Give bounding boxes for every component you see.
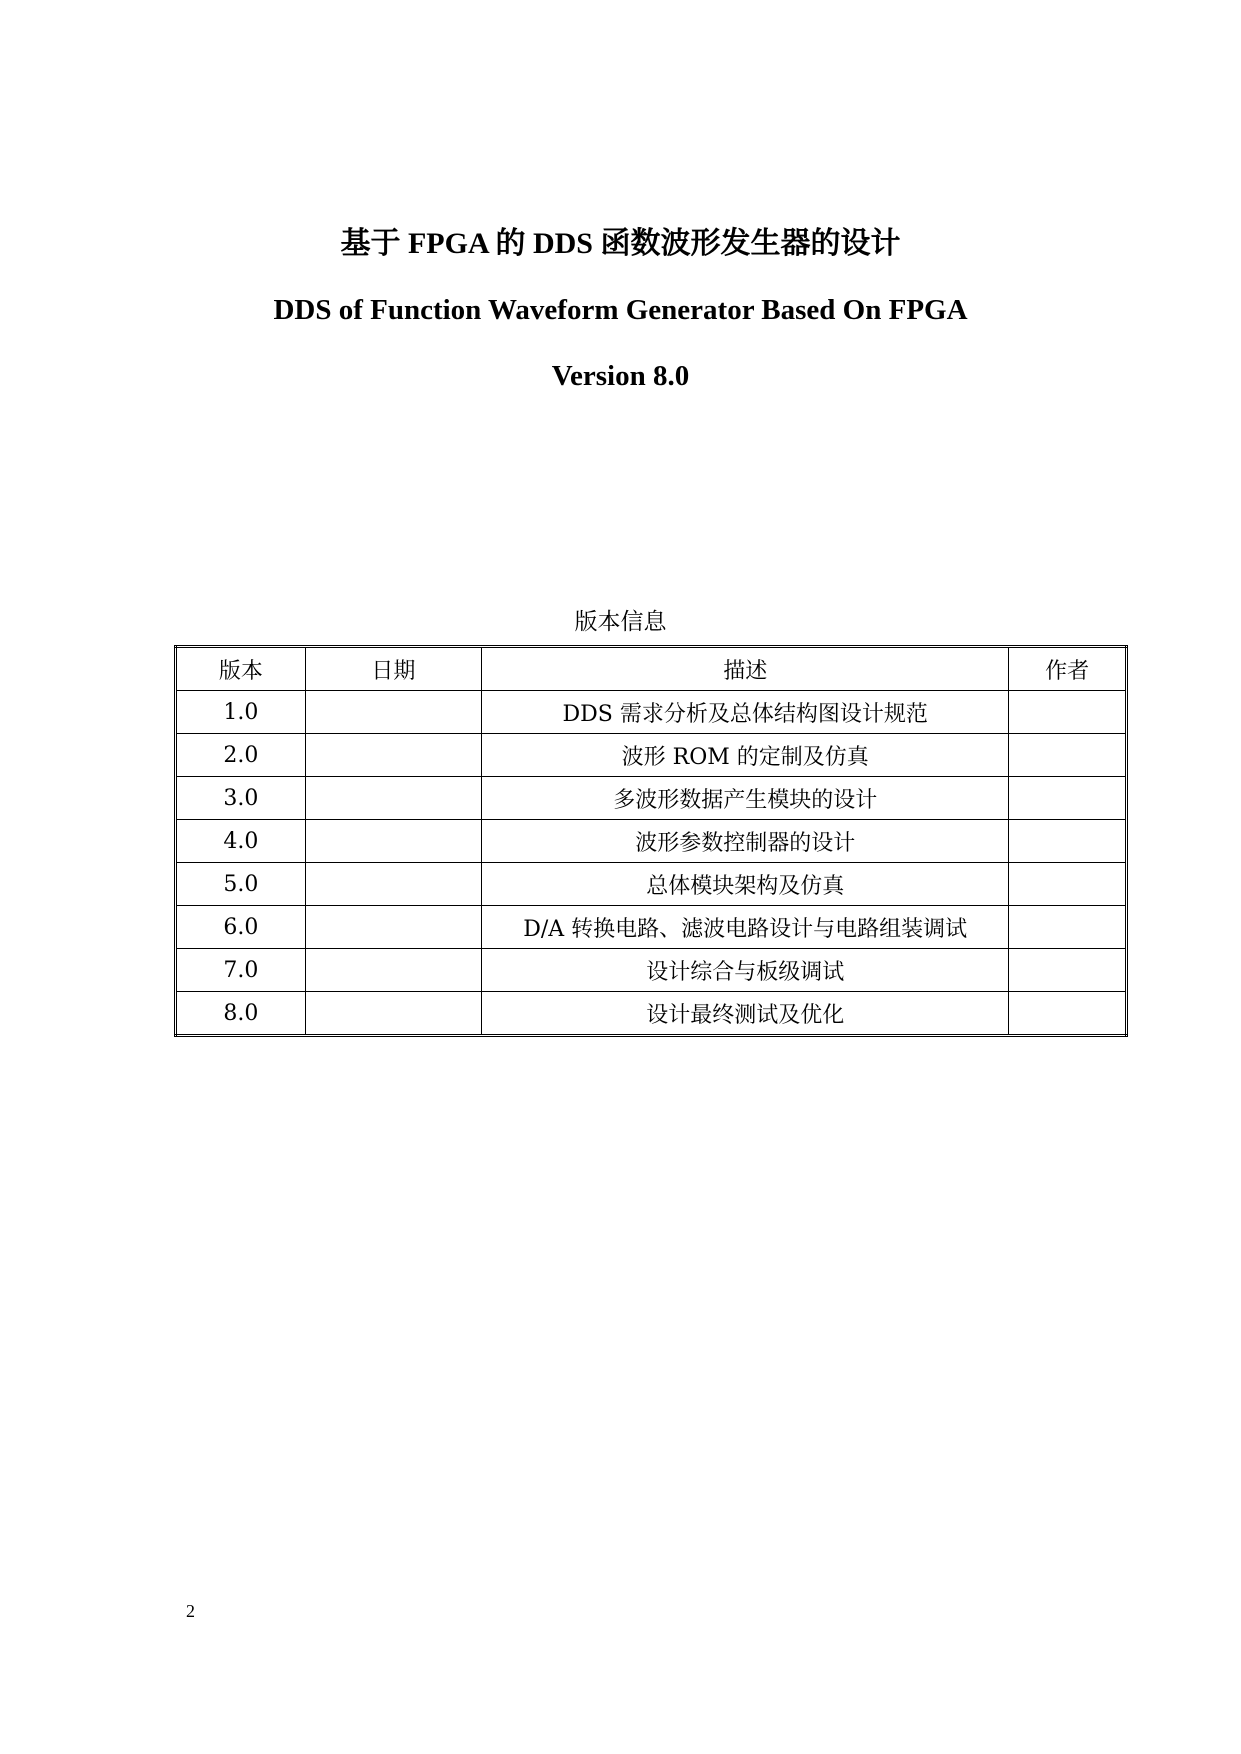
cell-date: [305, 906, 481, 949]
header-version: 版本: [176, 647, 306, 691]
cell-author: [1009, 906, 1127, 949]
cell-author: [1009, 734, 1127, 777]
header-author: 作者: [1009, 647, 1127, 691]
cell-description: DDS 需求分析及总体结构图设计规范: [482, 691, 1009, 734]
table-row: [176, 906, 1127, 949]
cell-version: 3.0: [176, 777, 306, 820]
table-row: [176, 777, 1127, 820]
cell-date: [305, 691, 481, 734]
cell-author: [1009, 777, 1127, 820]
cell-author: [1009, 691, 1127, 734]
table-row: [176, 863, 1127, 906]
cell-author: [1009, 820, 1127, 863]
version-history-table: [174, 645, 1128, 1037]
document-title-chinese: 基于 FPGA 的 DDS 函数波形发生器的设计: [340, 227, 901, 260]
cell-version: 1.0: [176, 691, 306, 734]
table-row: [176, 734, 1127, 777]
document-version: Version 8.0: [551, 360, 690, 392]
cell-date: [305, 863, 481, 906]
cell-version: 2.0: [176, 734, 306, 777]
cell-version: 8.0: [176, 992, 306, 1036]
header-description: 描述: [482, 647, 1009, 691]
cell-description: 设计综合与板级调试: [482, 949, 1009, 992]
cell-version: 4.0: [176, 820, 306, 863]
cell-description: D/A 转换电路、滤波电路设计与电路组装调试: [482, 906, 1009, 949]
cell-version: 7.0: [176, 949, 306, 992]
cell-version: 5.0: [176, 863, 306, 906]
table-row: [176, 992, 1127, 1036]
cell-author: [1009, 949, 1127, 992]
table-row: [176, 949, 1127, 992]
cell-date: [305, 820, 481, 863]
table-row: [176, 820, 1127, 863]
header-date: 日期: [305, 647, 481, 691]
cell-description: 多波形数据产生模块的设计: [482, 777, 1009, 820]
cell-description: 总体模块架构及仿真: [482, 863, 1009, 906]
cell-description: 波形参数控制器的设计: [482, 820, 1009, 863]
cell-version: 6.0: [176, 906, 306, 949]
table-caption: 版本信息: [574, 609, 667, 635]
cell-author: [1009, 992, 1127, 1036]
cell-description: 设计最终测试及优化: [482, 992, 1009, 1036]
cell-date: [305, 949, 481, 992]
table-row: [176, 691, 1127, 734]
cell-date: [305, 777, 481, 820]
cell-description: 波形 ROM 的定制及仿真: [482, 734, 1009, 777]
cell-author: [1009, 863, 1127, 906]
page-number: 2: [186, 1601, 195, 1621]
cell-date: [305, 992, 481, 1036]
document-title-english: DDS of Function Waveform Generator Based On FPGA: [273, 294, 968, 326]
cell-date: [305, 734, 481, 777]
table-header-row: [176, 647, 1127, 691]
